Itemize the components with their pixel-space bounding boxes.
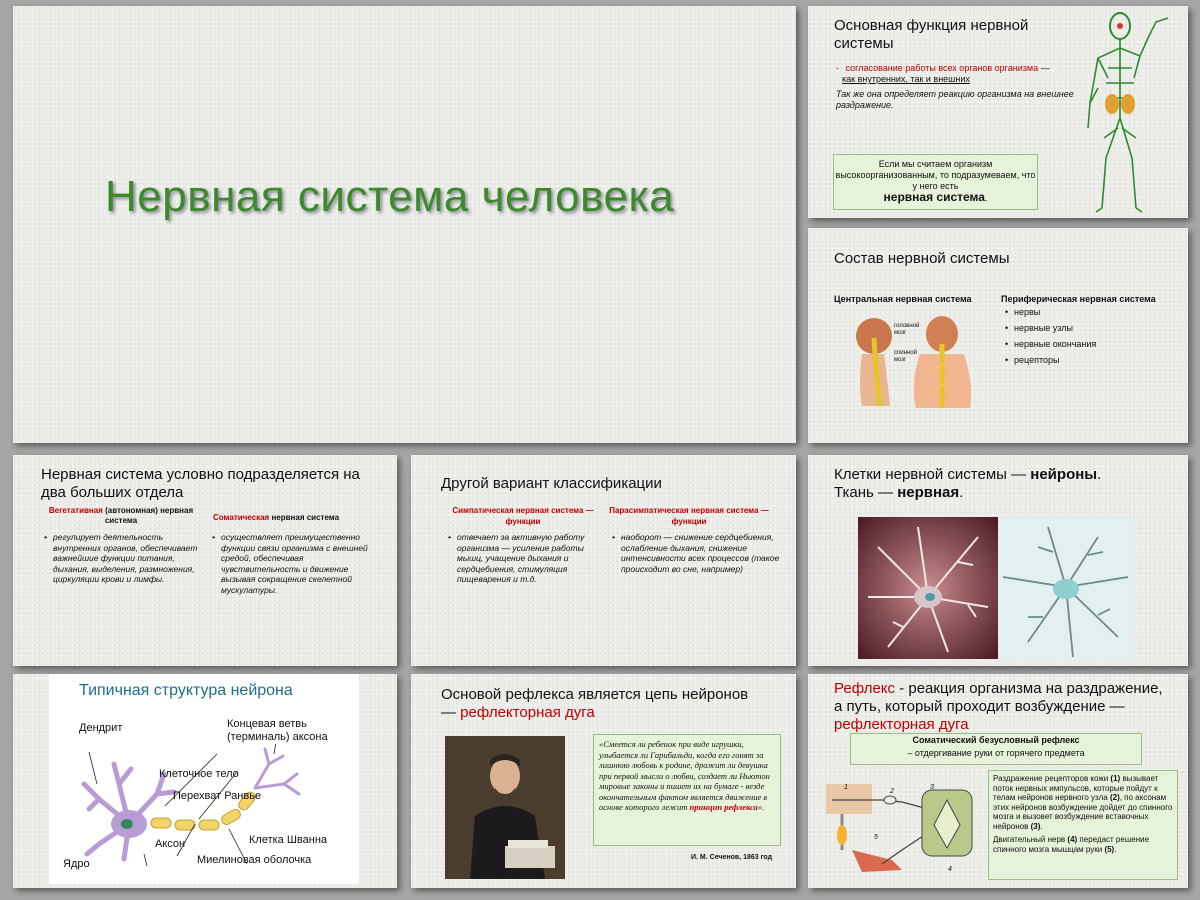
num-2: 2	[890, 788, 894, 795]
list-item: • нервы	[1014, 307, 1096, 318]
col2-heading: Соматическая нервная система	[213, 513, 340, 522]
slide-6-neurons[interactable]	[808, 455, 1188, 666]
col1-list	[43, 532, 213, 585]
label-brain: головной мозг	[894, 323, 920, 336]
label-terminal: Концевая ветвь (терминаль) аксона	[227, 718, 328, 743]
label-dendrite: Дендрит	[79, 722, 123, 734]
slide-title: Основой рефлекса является цепь нейронов — рефлекторная дуга	[441, 686, 749, 721]
label-axon: Аксон	[155, 838, 186, 850]
reflex-arc-diagram	[822, 780, 987, 880]
num-3: 3	[930, 784, 934, 791]
neuron-photo-left	[858, 517, 998, 659]
num-5: 5	[874, 834, 878, 841]
reflex-box: Соматический безусловный рефлекс – отдергивание руки от горячего предмета	[850, 733, 1142, 765]
num-1: 1	[844, 784, 848, 791]
list-item: • отвечает за активную работу организма — усиление работы мышц, учащение дыхания и сердцебиения, стимуляция пищеварения и т.д.	[457, 532, 607, 585]
main-title: Нервная система человека	[105, 172, 675, 221]
slide-title: Другой вариант классификации	[441, 475, 662, 492]
num-4: 4	[948, 866, 952, 873]
slide-title: Основная функция нервной системы	[834, 17, 1029, 52]
label-nucleus: Ядро	[63, 858, 90, 870]
slide-5-classification[interactable]	[411, 455, 796, 666]
col1-heading: Вегетативная (автономная) нервная система	[48, 506, 194, 525]
col1-heading: Симпатическая нервная система — функции	[452, 506, 594, 526]
slide-2-function[interactable]	[808, 6, 1188, 218]
quote-box: «Смеется ли ребенок при виде игрушки, улыбается ли Гарибальди, когда его гонят за лишнюю любовь к родине, дрожит ли девушка при первой мысли о любви, создает ли Ньютон мировые законы и пишет их на бумаге - везде окончательным фактом является движение в основе которого лежит принцип рефлекса».	[593, 734, 781, 846]
list-item: • нервные узлы	[1014, 323, 1096, 334]
list-item: • нервные окончания	[1014, 339, 1096, 350]
col2-list	[211, 532, 371, 595]
slide-title: Состав нервной системы	[834, 250, 1010, 267]
nervous-system-figure	[1078, 8, 1178, 214]
pns-heading: Периферическая нервная система	[1001, 294, 1156, 304]
list-item: • наоборот — снижение сердцебиения, ослабление дыхания, снижение интенсивности всех процессов (такое происходит во сне, например)	[621, 532, 781, 574]
slide-9-reflex[interactable]	[808, 674, 1188, 888]
list-item: • осуществляет преимущественно функции связи организма с внешней средой, обеспечивая чувствительность и движение вызывая сокращение скелетной мускулатуры.	[221, 532, 371, 595]
list-item: • регулирует деятельность внутренних органов, обеспечивает важнейшие функции питания, дыхания, выделения, размножения, циркуляции крови и лимфы.	[53, 532, 213, 585]
label-schwann: Клетка Шванна	[249, 834, 328, 846]
italic-note: Так же она определяет реакцию организма на внешнее раздражение.	[836, 89, 1074, 110]
list-item: • рецепторы	[1014, 355, 1096, 366]
slide-7-neuron-structure[interactable]	[13, 674, 397, 888]
function-text: - согласование работы всех органов организма — как внутренних, так и внешних	[836, 63, 1050, 84]
slide-title: Клетки нервной системы — нейроны. Ткань — нервная.	[834, 466, 1102, 501]
slide-3-composition[interactable]	[808, 228, 1188, 443]
col2-list	[611, 532, 781, 574]
neuron-photo-right	[998, 517, 1134, 659]
function-underlined: как внутренних, так и внешних	[842, 74, 970, 84]
label-spine: спинной мозг	[894, 350, 917, 363]
function-red: согласование работы всех органов организма	[845, 63, 1039, 73]
slide-8-reflex-chain[interactable]	[411, 674, 796, 888]
slide-title: Рефлекс - реакция организма на раздражение, а путь, который проходит возбуждение — рефлекторная дуга	[834, 680, 1163, 733]
col1-list	[447, 532, 607, 585]
col2-heading: Парасимпатическая нервная система — функции	[609, 506, 769, 526]
label-cell-body: Клеточное тело	[159, 768, 239, 780]
sechenov-portrait	[445, 736, 565, 879]
reflex-description: Раздражение рецепторов кожи (1) вызывает поток нервных импульсов, которые пойдут к телам нейронов нервного узла (2), по аксонам этих нейронов возбуждение дойдет до спинного мозга и вызовет возбуждение вставочных нейронов (3). Двигательный нерв (4) передаст решение спинного мозга мышцам руки (5).	[988, 770, 1178, 880]
highlight-box: Если мы считаем организм высокоорганизованным, то подразумеваем, что у него есть нервная система.	[833, 154, 1038, 210]
caption: И. М. Сеченов, 1863 год	[691, 854, 773, 861]
label-myelin: Миелиновая оболочка	[197, 854, 312, 866]
cns-heading: Центральная нервная система	[834, 294, 972, 304]
label-ranvier: Перехват Ранвье	[173, 790, 262, 802]
slide-title: Нервная система условно подразделяется на два больших отдела	[41, 466, 360, 501]
pns-list	[1004, 307, 1096, 366]
slide-1-title[interactable]	[13, 6, 796, 443]
slide-title: Типичная структура нейрона	[79, 682, 293, 699]
slide-4-divisions[interactable]	[13, 455, 397, 666]
box-bold: нервная система	[883, 190, 985, 204]
